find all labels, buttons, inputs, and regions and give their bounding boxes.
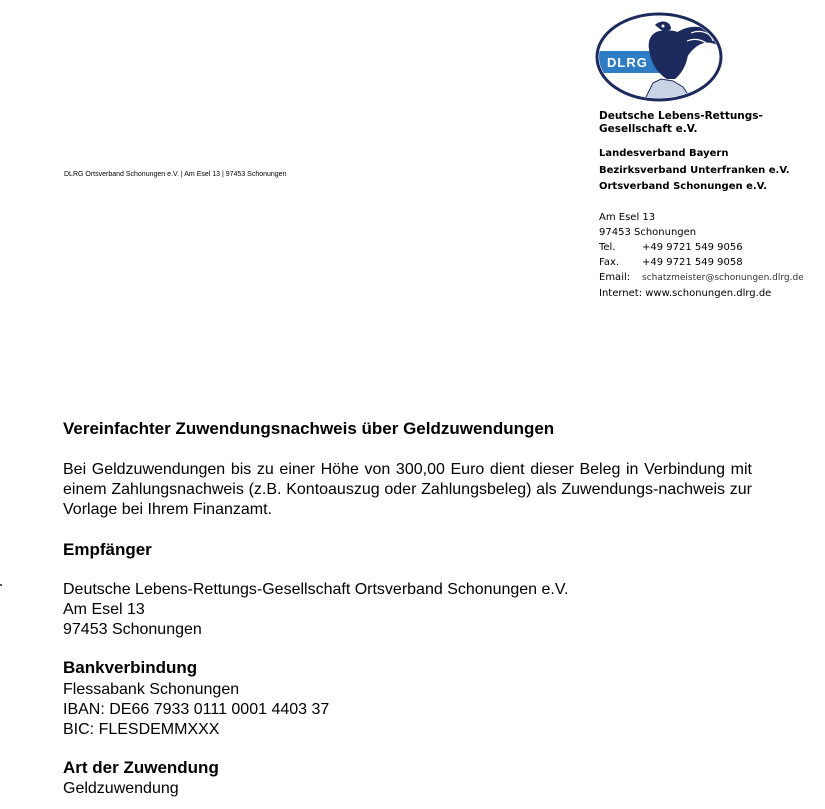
contact-internet[interactable]: Internet: www.schonungen.dlrg.de [599, 288, 772, 299]
email-label: Email: [599, 272, 631, 283]
recipient-heading: Empfänger [63, 540, 152, 559]
logo-text: DLRG [607, 55, 648, 70]
contact-block [599, 210, 804, 301]
branch-local: Ortsverband Schonungen e.V. [599, 181, 767, 192]
contact-tel [599, 240, 804, 255]
recipient-street: Am Esel 13 [63, 601, 145, 618]
fax-label: Fax. [599, 257, 620, 268]
donation-type-heading: Art der Zuwendung [63, 758, 219, 777]
bank-bic: BIC: FLESDEMMXXX [63, 721, 220, 738]
dlrg-logo [595, 11, 725, 103]
organization-line-2: Gesellschaft e.V. [599, 123, 698, 135]
tel-label: Tel. [599, 242, 616, 253]
contact-email [599, 270, 804, 286]
recipient-name: Deutsche Lebens-Rettungs-Gesellschaft Ortsverband Schonungen e.V. [63, 581, 569, 598]
intro-paragraph [63, 460, 752, 520]
tel-value: +49 9721 549 9056 [642, 242, 743, 253]
branch-state: Landesverband Bayern [599, 148, 729, 159]
donation-type-value: Geldzuwendung [63, 780, 179, 797]
fax-value: +49 9721 549 9058 [642, 257, 743, 268]
branch-list [599, 146, 790, 196]
recipient-block [63, 580, 569, 640]
bank-iban: IBAN: DE66 7933 0111 0001 4403 37 [63, 701, 330, 718]
contact-fax [599, 255, 804, 270]
organization-line-1: Deutsche Lebens-Rettungs- [599, 110, 763, 122]
email-value[interactable]: schatzmeister@schonungen.dlrg.de [642, 273, 804, 283]
sender-address-line: DLRG Ortsverband Schonungen e.V. | Am Esel 13 | 97453 Schonungen [64, 171, 287, 178]
recipient-city: 97453 Schonungen [63, 621, 202, 638]
margin-marker [0, 584, 2, 586]
branch-district: Bezirksverband Unterfranken e.V. [599, 164, 790, 176]
contact-city: 97453 Schonungen [599, 227, 697, 238]
bank-block [63, 680, 329, 740]
bank-name: Flessabank Schonungen [63, 681, 240, 698]
bank-heading: Bankverbindung [63, 658, 198, 677]
contact-street: Am Esel 13 [599, 212, 656, 223]
intro-text: Bei Geldzuwendungen bis zu einer Höhe von 300,00 Euro dient dieser Beleg in Verbindung mit einem Zahlungsnachweis (z.B. Kontoauszug oder Zahlungsbeleg) als Zuwendungs-nachweis zur Vorlage bei Ihrem Finanzamt. [63, 461, 752, 518]
document-title: Vereinfachter Zuwendungsnachweis über Geldzuwendungen [63, 419, 555, 438]
organization-name [599, 110, 763, 136]
